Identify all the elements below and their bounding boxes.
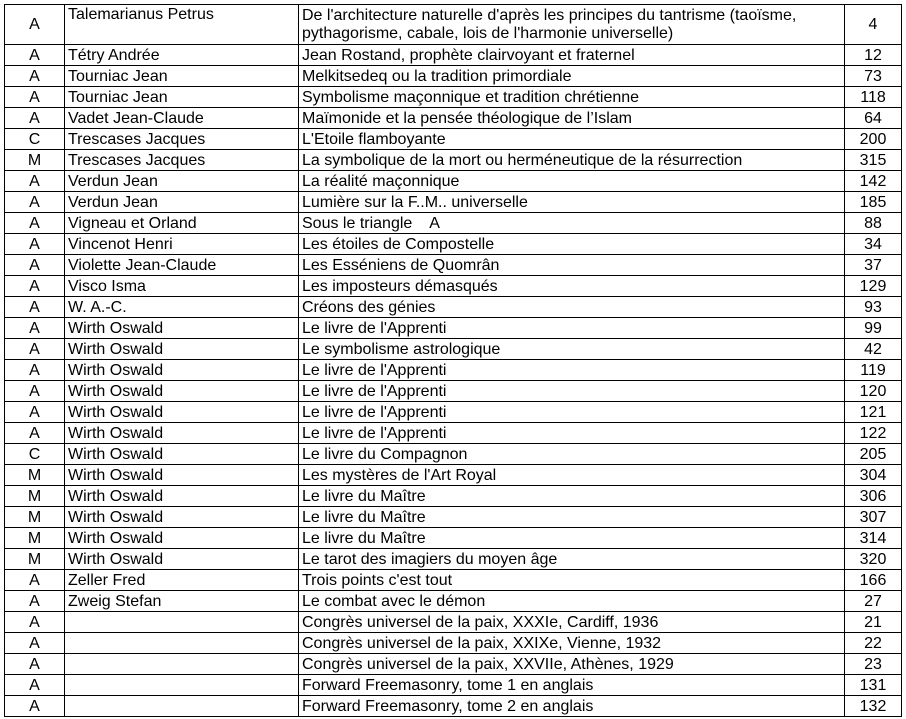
- title-cell: Le tarot des imagiers du moyen âge: [299, 549, 845, 570]
- author-cell: Wirth Oswald: [65, 486, 299, 507]
- number-cell: 185: [845, 192, 902, 213]
- title-cell: Symbolisme maçonnique et tradition chrétienne: [299, 87, 845, 108]
- number-cell: 304: [845, 465, 902, 486]
- number-cell: 27: [845, 591, 902, 612]
- author-cell: Trescases Jacques: [65, 150, 299, 171]
- title-cell: Le livre de l'Apprenti: [299, 381, 845, 402]
- table-row: [5, 150, 902, 171]
- grade-cell: A: [5, 255, 65, 276]
- title-cell: Le symbolisme astrologique: [299, 339, 845, 360]
- number-cell: 142: [845, 171, 902, 192]
- table-row: [5, 465, 902, 486]
- number-cell: 93: [845, 297, 902, 318]
- grade-cell: A: [5, 339, 65, 360]
- title-cell: Créons des génies: [299, 297, 845, 318]
- grade-cell: M: [5, 465, 65, 486]
- title-cell: Lumière sur la F..M.. universelle: [299, 192, 845, 213]
- title-cell: Les imposteurs démasqués: [299, 276, 845, 297]
- table-row: [5, 213, 902, 234]
- number-cell: 119: [845, 360, 902, 381]
- title-cell: Congrès universel de la paix, XXXIe, Cardiff, 1936: [299, 612, 845, 633]
- grade-cell: C: [5, 129, 65, 150]
- table-row: [5, 507, 902, 528]
- number-cell: 73: [845, 66, 902, 87]
- author-cell: Wirth Oswald: [65, 528, 299, 549]
- title-cell: Forward Freemasonry, tome 1 en anglais: [299, 675, 845, 696]
- table-row: [5, 696, 902, 717]
- title-cell: Le livre du Maître: [299, 507, 845, 528]
- table-row: [5, 591, 902, 612]
- table-row: [5, 129, 902, 150]
- grade-cell: M: [5, 528, 65, 549]
- grade-cell: A: [5, 654, 65, 675]
- grade-cell: A: [5, 45, 65, 66]
- table-row: [5, 381, 902, 402]
- title-cell: Les mystères de l'Art Royal: [299, 465, 845, 486]
- author-cell: Zeller Fred: [65, 570, 299, 591]
- author-cell: Wirth Oswald: [65, 318, 299, 339]
- grade-cell: A: [5, 276, 65, 297]
- table-row: [5, 402, 902, 423]
- table-row: [5, 549, 902, 570]
- author-cell: [65, 633, 299, 654]
- title-cell: Le livre de l'Apprenti: [299, 318, 845, 339]
- table-row: [5, 444, 902, 465]
- grade-cell: A: [5, 87, 65, 108]
- table-row: [5, 255, 902, 276]
- table-row: [5, 675, 902, 696]
- title-cell: Le combat avec le démon: [299, 591, 845, 612]
- grade-cell: A: [5, 318, 65, 339]
- title-cell: Sous le triangle A: [299, 213, 845, 234]
- author-cell: Wirth Oswald: [65, 549, 299, 570]
- grade-cell: A: [5, 5, 65, 45]
- number-cell: 21: [845, 612, 902, 633]
- number-cell: 129: [845, 276, 902, 297]
- author-cell: [65, 675, 299, 696]
- table-row: [5, 5, 902, 45]
- table-row: [5, 318, 902, 339]
- book-catalog-table: [4, 4, 902, 717]
- author-cell: W. A.-C.: [65, 297, 299, 318]
- grade-cell: A: [5, 675, 65, 696]
- grade-cell: A: [5, 612, 65, 633]
- number-cell: 306: [845, 486, 902, 507]
- grade-cell: A: [5, 591, 65, 612]
- author-cell: [65, 696, 299, 717]
- number-cell: 34: [845, 234, 902, 255]
- table-row: [5, 45, 902, 66]
- author-cell: Trescases Jacques: [65, 129, 299, 150]
- table-row: [5, 297, 902, 318]
- title-cell: Le livre du Maître: [299, 486, 845, 507]
- author-cell: Wirth Oswald: [65, 381, 299, 402]
- number-cell: 88: [845, 213, 902, 234]
- author-cell: Tourniac Jean: [65, 66, 299, 87]
- title-cell: Congrès universel de la paix, XXVIIe, Athènes, 1929: [299, 654, 845, 675]
- number-cell: 121: [845, 402, 902, 423]
- author-cell: Vigneau et Orland: [65, 213, 299, 234]
- author-cell: Wirth Oswald: [65, 360, 299, 381]
- grade-cell: A: [5, 570, 65, 591]
- author-cell: Tétry Andrée: [65, 45, 299, 66]
- grade-cell: A: [5, 108, 65, 129]
- grade-cell: A: [5, 234, 65, 255]
- grade-cell: A: [5, 381, 65, 402]
- number-cell: 37: [845, 255, 902, 276]
- number-cell: 200: [845, 129, 902, 150]
- table-row: [5, 192, 902, 213]
- number-cell: 132: [845, 696, 902, 717]
- title-cell: Le livre du Compagnon: [299, 444, 845, 465]
- table-row: [5, 108, 902, 129]
- author-cell: Wirth Oswald: [65, 402, 299, 423]
- grade-cell: M: [5, 507, 65, 528]
- author-cell: Verdun Jean: [65, 192, 299, 213]
- title-cell: Maïmonide et la pensée théologique de l’Islam: [299, 108, 845, 129]
- grade-cell: A: [5, 696, 65, 717]
- number-cell: 315: [845, 150, 902, 171]
- number-cell: 120: [845, 381, 902, 402]
- grade-cell: M: [5, 150, 65, 171]
- number-cell: 12: [845, 45, 902, 66]
- grade-cell: C: [5, 444, 65, 465]
- table-row: [5, 339, 902, 360]
- number-cell: 4: [845, 5, 902, 45]
- table-row: [5, 87, 902, 108]
- title-cell: Le livre de l'Apprenti: [299, 402, 845, 423]
- number-cell: 22: [845, 633, 902, 654]
- grade-cell: A: [5, 402, 65, 423]
- table-row: [5, 612, 902, 633]
- title-cell: L'Etoile flamboyante: [299, 129, 845, 150]
- author-cell: Zweig Stefan: [65, 591, 299, 612]
- grade-cell: A: [5, 213, 65, 234]
- number-cell: 64: [845, 108, 902, 129]
- table-row: [5, 654, 902, 675]
- number-cell: 320: [845, 549, 902, 570]
- table-row: [5, 633, 902, 654]
- table-row: [5, 234, 902, 255]
- title-cell: Congrès universel de la paix, XXIXe, Vienne, 1932: [299, 633, 845, 654]
- title-cell: Jean Rostand, prophète clairvoyant et fraternel: [299, 45, 845, 66]
- title-cell: De l'architecture naturelle d'après les principes du tantrisme (taoïsme, pythagorisme, cabale, lois de l'harmonie universelle): [299, 5, 845, 45]
- number-cell: 166: [845, 570, 902, 591]
- number-cell: 118: [845, 87, 902, 108]
- author-cell: Verdun Jean: [65, 171, 299, 192]
- author-cell: Wirth Oswald: [65, 444, 299, 465]
- number-cell: 42: [845, 339, 902, 360]
- author-cell: Wirth Oswald: [65, 465, 299, 486]
- grade-cell: A: [5, 423, 65, 444]
- author-cell: [65, 654, 299, 675]
- author-cell: Wirth Oswald: [65, 423, 299, 444]
- title-cell: Forward Freemasonry, tome 2 en anglais: [299, 696, 845, 717]
- title-cell: Le livre de l'Apprenti: [299, 423, 845, 444]
- table-row: [5, 486, 902, 507]
- grade-cell: A: [5, 192, 65, 213]
- grade-cell: M: [5, 549, 65, 570]
- number-cell: 23: [845, 654, 902, 675]
- number-cell: 307: [845, 507, 902, 528]
- author-cell: [65, 612, 299, 633]
- title-cell: Les Esséniens de Quomrân: [299, 255, 845, 276]
- grade-cell: A: [5, 171, 65, 192]
- number-cell: 122: [845, 423, 902, 444]
- grade-cell: A: [5, 297, 65, 318]
- grade-cell: M: [5, 486, 65, 507]
- title-cell: Le livre de l'Apprenti: [299, 360, 845, 381]
- title-cell: Melkitsedeq ou la tradition primordiale: [299, 66, 845, 87]
- table-row: [5, 360, 902, 381]
- author-cell: Talemarianus Petrus: [65, 5, 299, 45]
- table-row: [5, 570, 902, 591]
- title-cell: Le livre du Maître: [299, 528, 845, 549]
- author-cell: Wirth Oswald: [65, 339, 299, 360]
- table-row: [5, 276, 902, 297]
- grade-cell: A: [5, 66, 65, 87]
- table-row: [5, 528, 902, 549]
- table-row: [5, 423, 902, 444]
- number-cell: 314: [845, 528, 902, 549]
- number-cell: 205: [845, 444, 902, 465]
- author-cell: Vadet Jean-Claude: [65, 108, 299, 129]
- title-cell: La symbolique de la mort ou herméneutique de la résurrection: [299, 150, 845, 171]
- author-cell: Vincenot Henri: [65, 234, 299, 255]
- grade-cell: A: [5, 360, 65, 381]
- author-cell: Violette Jean-Claude: [65, 255, 299, 276]
- table-row: [5, 66, 902, 87]
- title-cell: Les étoiles de Compostelle: [299, 234, 845, 255]
- author-cell: Tourniac Jean: [65, 87, 299, 108]
- author-cell: Visco Isma: [65, 276, 299, 297]
- catalog-body: [5, 5, 902, 717]
- table-row: [5, 171, 902, 192]
- number-cell: 99: [845, 318, 902, 339]
- grade-cell: A: [5, 633, 65, 654]
- title-cell: La réalité maçonnique: [299, 171, 845, 192]
- author-cell: Wirth Oswald: [65, 507, 299, 528]
- catalog-sheet: [4, 4, 901, 717]
- number-cell: 131: [845, 675, 902, 696]
- title-cell: Trois points c'est tout: [299, 570, 845, 591]
